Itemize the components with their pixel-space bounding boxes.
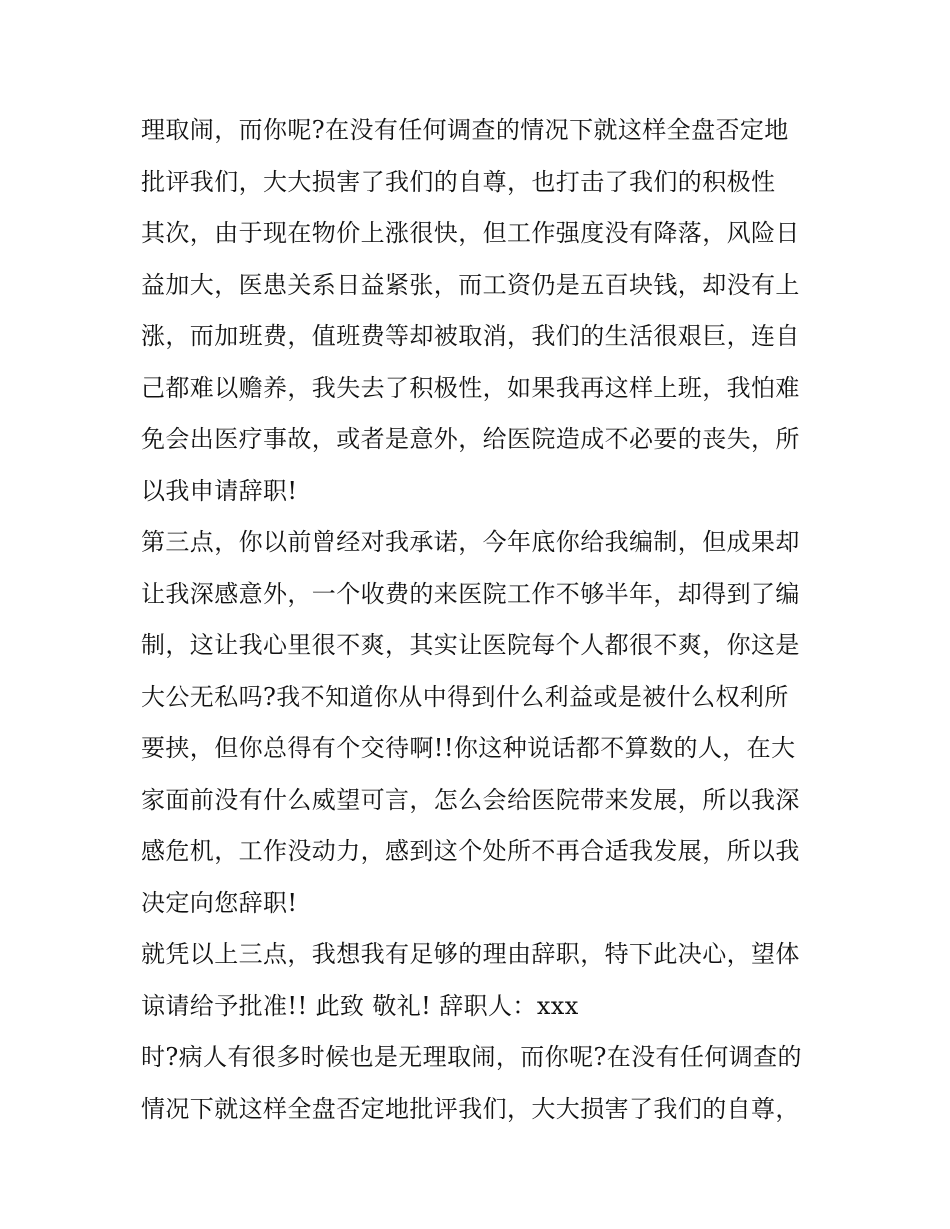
text-line: 批评我们，大大损害了我们的自尊，也打击了我们的积极性 xyxy=(141,167,776,196)
text-line: 情况下就这样全盘否定地批评我们，大大损害了我们的自尊， xyxy=(141,1094,800,1123)
text-line: 家面前没有什么威望可言，怎么会给医院带来发展，所以我深 xyxy=(141,785,800,814)
text-line: 己都难以赡养，我失去了积极性，如果我再这样上班，我怕难 xyxy=(141,373,800,402)
text-line: 制，这让我心里很不爽，其实让医院每个人都很不爽，你这是 xyxy=(141,631,800,659)
text-line: 就凭以上三点，我想我有足够的理由辞职，特下此决心，望体 xyxy=(141,940,800,968)
text-line: 决定向您辞职! xyxy=(141,888,298,917)
text-line: 涨，而加班费，值班费等却被取消，我们的生活很艰巨，连自 xyxy=(141,322,800,350)
text-line: 让我深感意外，一个收费的来医院工作不够半年，却得到了编 xyxy=(141,579,800,608)
text-line: 以我申请辞职! xyxy=(141,476,298,505)
text-line: 大公无私吗?我不知道你从中得到什么利益或是被什么权利所 xyxy=(141,682,789,711)
text-line: 免会出医疗事故，或者是意外，给医院造成不必要的丧失，所 xyxy=(141,425,800,453)
document-body xyxy=(141,105,821,1135)
text-line: 要挟，但你总得有个交待啊!!你这种说话都不算数的人，在大 xyxy=(141,734,796,762)
text-line: 理取闹，而你呢?在没有任何调查的情况下就这样全盘否定地 xyxy=(141,116,789,144)
text-line: 时?病人有很多时候也是无理取闹，而你呢?在没有任何调查的 xyxy=(141,1043,802,1071)
text-line: 其次，由于现在物价上涨很快，但工作强度没有降落，风险日 xyxy=(141,219,800,247)
text-line: 谅请给予批准!! 此致 敬礼! 辞职人：xxx xyxy=(141,991,579,1020)
text-line: 益加大，医患关系日益紧张，而工资仍是五百块钱，却没有上 xyxy=(141,270,800,299)
text-line: 第三点，你以前曾经对我承诺，今年底你给我编制，但成果却 xyxy=(141,528,800,556)
text-line: 感危机，工作没动力，感到这个处所不再合适我发展，所以我 xyxy=(141,837,800,865)
